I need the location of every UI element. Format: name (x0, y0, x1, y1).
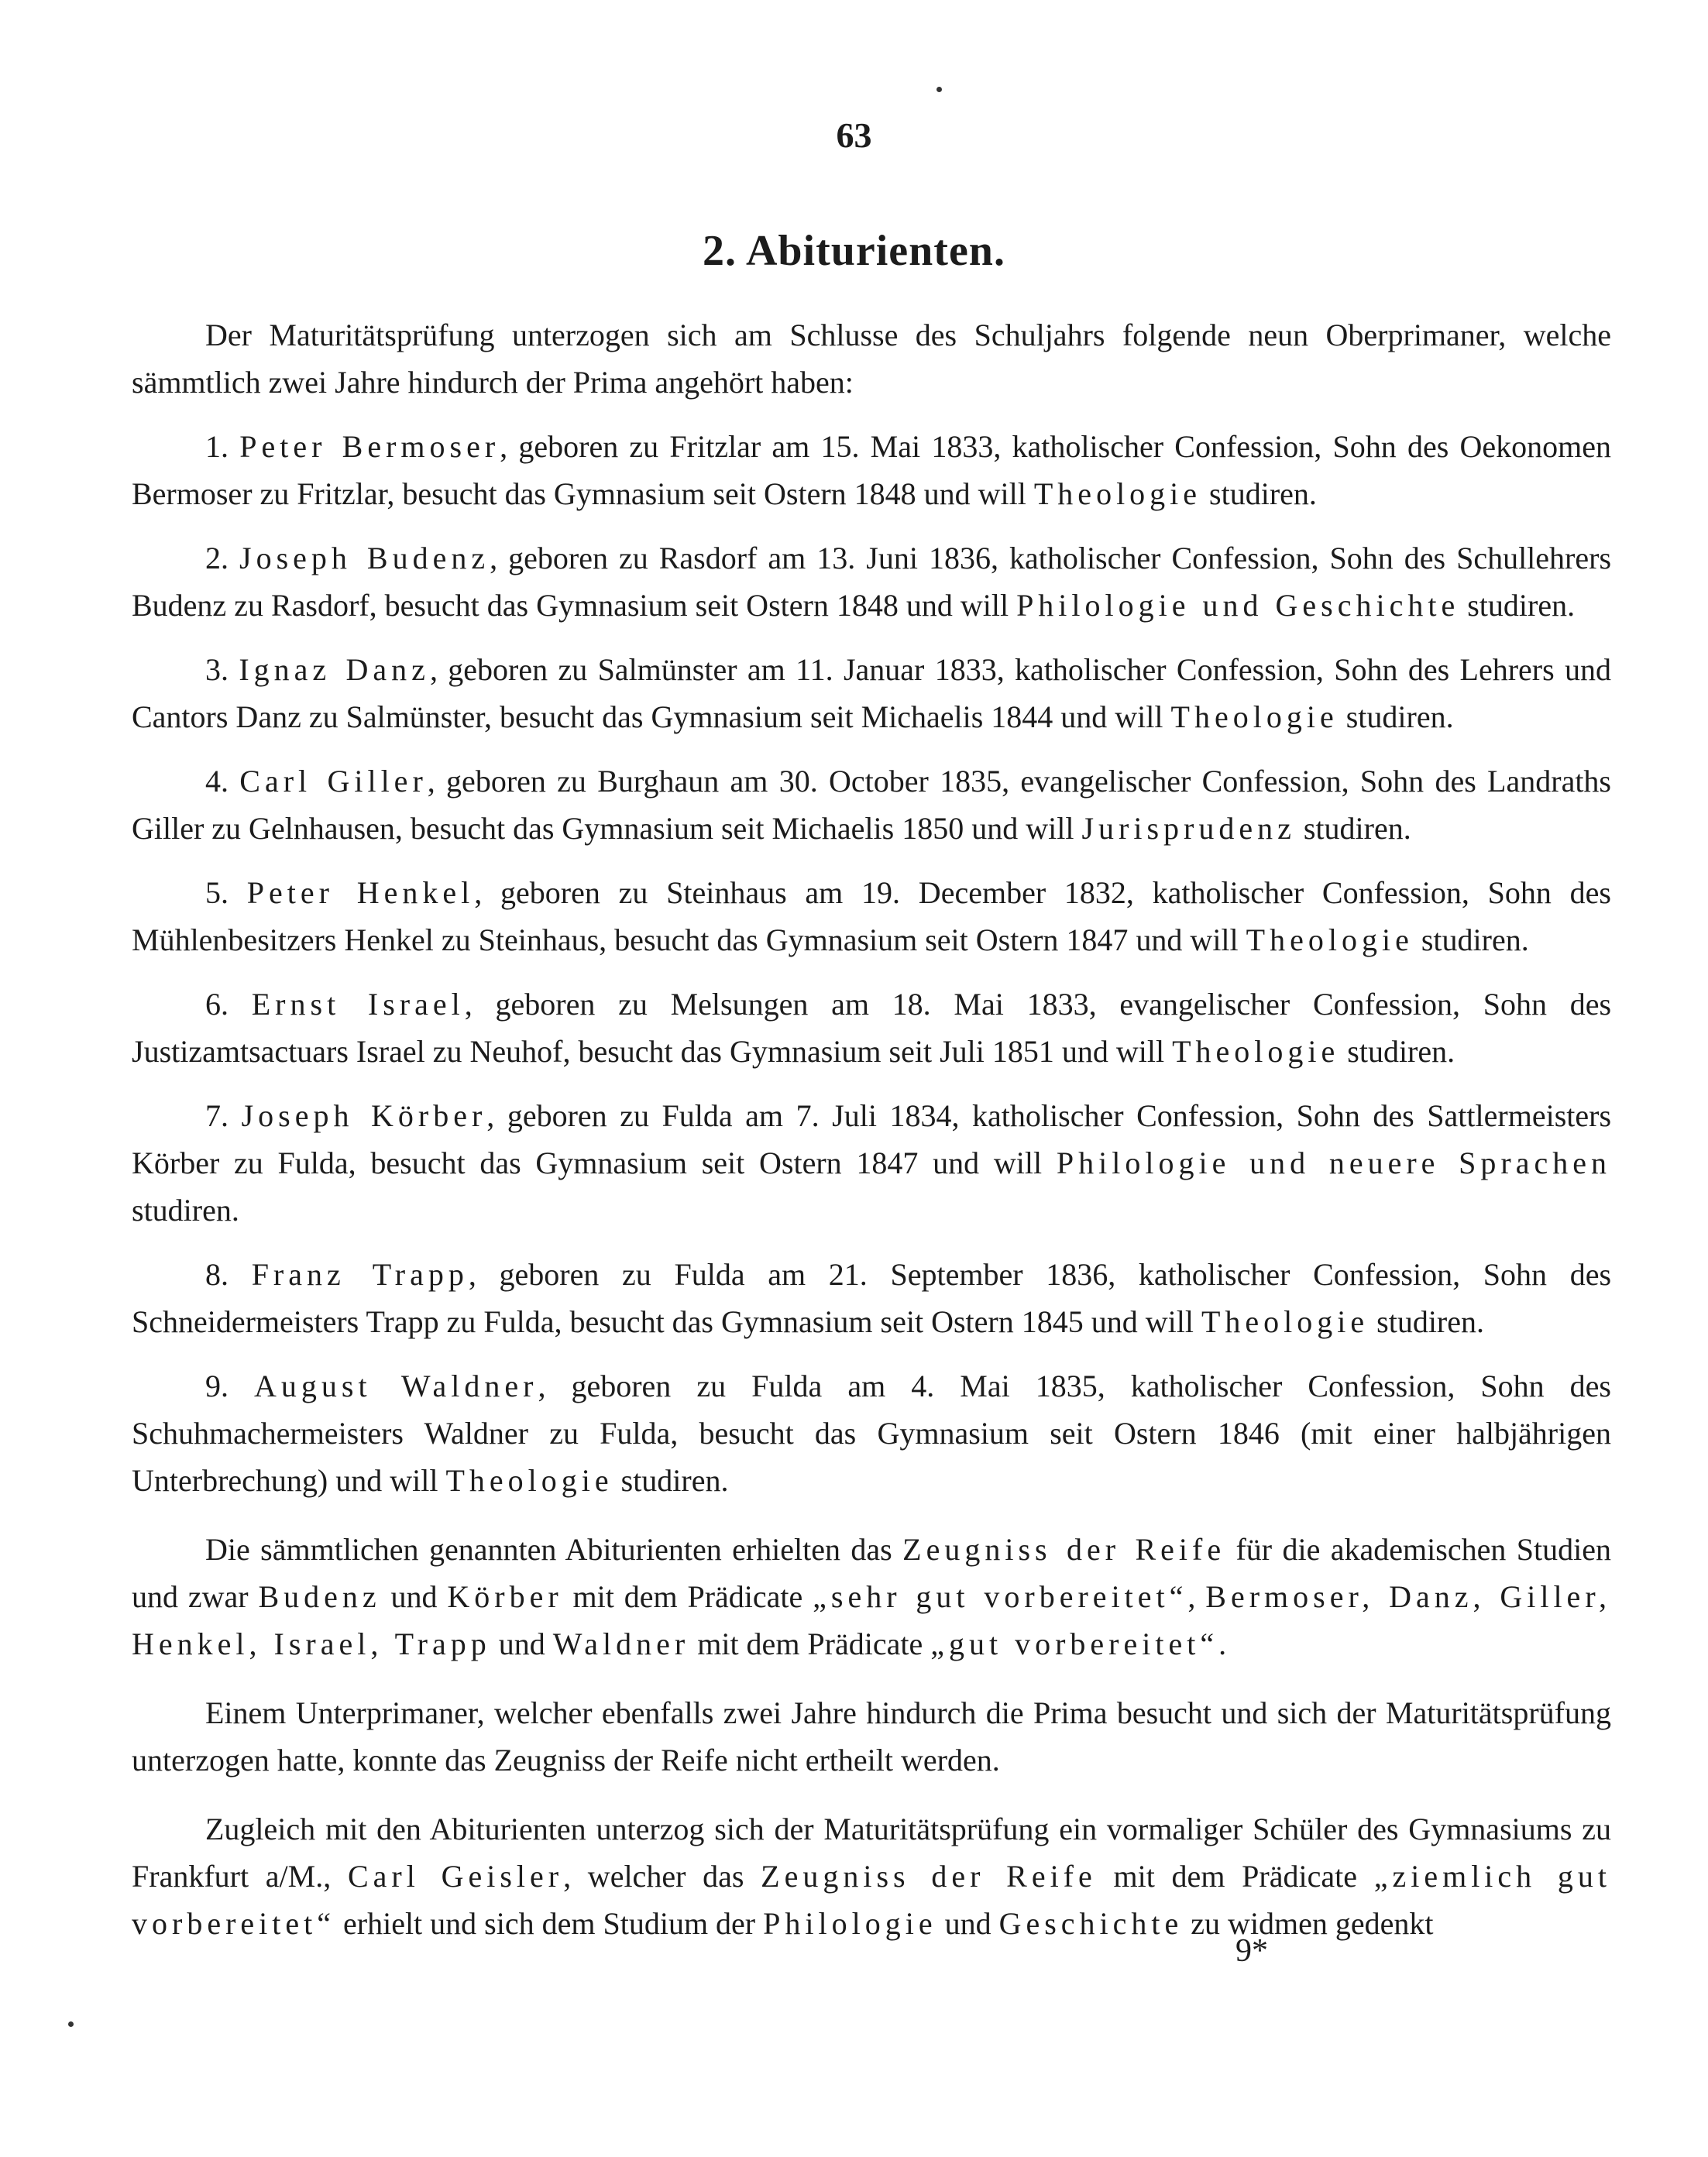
text-run: . (1218, 1626, 1227, 1661)
entry-number: 3. (205, 652, 229, 687)
text-run: und (936, 1906, 999, 1941)
student-name: Joseph Körber (241, 1098, 487, 1133)
print-speck (936, 87, 942, 92)
study-subject: Theologie (1170, 699, 1339, 734)
study-subject: Theologie (445, 1463, 613, 1498)
abiturient-entry (132, 1251, 1611, 1345)
document-body (132, 311, 1611, 1947)
student-name: Franz Trapp (251, 1257, 469, 1292)
text-run: mit dem Prädicate (689, 1626, 931, 1661)
entry-number: 9. (205, 1369, 229, 1403)
entry-text-end: studiren. (1339, 1034, 1455, 1069)
entry-text: , geboren zu Melsungen am 18. Mai 1833, evangelischer Confession, Sohn des Justizamtsactuars Israel zu Neuhof, besucht das Gymnasium seit Juli 1851 und will (132, 987, 1612, 1069)
student-name: Peter Henkel (246, 875, 475, 910)
abiturient-entry (132, 534, 1611, 629)
entry-text-end: studiren. (132, 1193, 239, 1228)
abiturient-entry (132, 646, 1611, 740)
spaced-text: „gut vorbereitet“ (930, 1626, 1219, 1661)
entry-number: 5. (205, 875, 229, 910)
page-number: 63 (836, 115, 872, 155)
study-subject: Theologie (1172, 1034, 1340, 1069)
entry-text-end: studiren. (1459, 588, 1576, 623)
spaced-text: Waldner (552, 1626, 690, 1661)
study-subject: Theologie (1201, 1304, 1369, 1339)
spaced-text: Philologie (763, 1906, 937, 1941)
text-run: und (490, 1626, 553, 1661)
geisler-paragraph (132, 1805, 1611, 1947)
entry-number: 7. (205, 1098, 229, 1133)
text-run: und (380, 1579, 448, 1614)
entry-text: , geboren zu Fulda am 21. September 1836, katholischer Confession, Sohn des Schneidermeisters Trapp zu Fulda, besucht das Gymnasium seit Ostern 1845 und will (132, 1257, 1612, 1339)
study-subject: Jurisprudenz (1081, 811, 1296, 846)
text-run: für die akademischen Studien und zwar (132, 1532, 1611, 1614)
student-name: Carl Giller (239, 764, 428, 799)
study-subject: Theologie (1033, 476, 1202, 511)
entry-number: 8. (205, 1257, 229, 1292)
print-speck (68, 2021, 74, 2027)
text-run: Zugleich mit den Abiturienten unterzog sich der Maturitätsprüfung ein vormaliger Schüler des Gymnasiums zu Frankfurt a/M., (132, 1812, 1611, 1894)
spaced-text: Zeugniss der Reife (761, 1859, 1097, 1894)
student-name: Peter Bermoser (239, 429, 500, 464)
spaced-text: Zeugniss der Reife (902, 1532, 1226, 1567)
text-run: Die sämmtlichen genannten Abiturienten erhielten das (205, 1532, 903, 1567)
abiturient-entry (132, 1362, 1611, 1504)
entry-text: , geboren zu Burghaun am 30. October 1835, evangelischer Confession, Sohn des Landraths Giller zu Gelnhausen, besucht das Gymnasium seit Michaelis 1850 und will (132, 764, 1612, 846)
entry-number: 6. (205, 987, 229, 1022)
abiturient-entry (132, 1092, 1611, 1234)
student-name: August Waldner (254, 1369, 538, 1403)
text-run: , welcher das (563, 1859, 761, 1894)
entry-text: , geboren zu Fritzlar am 15. Mai 1833, katholischer Confession, Sohn des Oekonomen Bermoser zu Fritzlar, besucht das Gymnasium seit Ostern 1848 und will (132, 429, 1612, 511)
entry-text: , geboren zu Fulda am 4. Mai 1835, katholischer Confession, Sohn des Schuhmachermeisters Waldner zu Fulda, besucht das Gymnasium seit Ostern 1846 (mit einer halbjährigen Unterbrechung) und will (132, 1369, 1611, 1498)
entry-number: 4. (205, 764, 229, 799)
abiturient-entry (132, 423, 1611, 517)
study-subject: Philologie und neuere Sprachen (1056, 1145, 1611, 1180)
text-run: mit dem Prädicate (1096, 1859, 1374, 1894)
entry-number: 1. (205, 429, 229, 464)
student-name: Ignaz Danz (239, 652, 430, 687)
intro-paragraph: Der Maturitätsprüfung unterzogen sich am Schlusse des Schuljahrs folgende neun Oberprimaner, welche sämmtlich zwei Jahre hindurch der Prima angehört haben: (132, 318, 1611, 400)
study-subject: Philologie und Geschichte (1016, 588, 1460, 623)
spaced-text: Carl Geisler (347, 1859, 564, 1894)
spaced-text: „sehr gut vorbereitet“ (813, 1579, 1188, 1614)
entry-text-end: studiren. (1369, 1304, 1485, 1339)
abiturient-entry (132, 981, 1611, 1075)
entry-text-end: studiren. (613, 1463, 729, 1498)
text-run: , (1187, 1579, 1206, 1614)
entry-text-end: studiren. (1338, 699, 1454, 734)
entry-text: , geboren zu Fulda am 7. Juli 1834, katholischer Confession, Sohn des Sattlermeisters Körber zu Fulda, besucht das Gymnasium seit Ostern 1847 und will (132, 1098, 1612, 1180)
zeugnis-paragraph (132, 1526, 1611, 1668)
text-run: erhielt und sich dem Studium der (335, 1906, 764, 1941)
section-title: 2. Abiturienten. (703, 227, 1005, 275)
entry-text: , geboren zu Steinhaus am 19. December 1832, katholischer Confession, Sohn des Mühlenbesitzers Henkel zu Steinhaus, besucht das Gymnasium seit Ostern 1847 und will (132, 875, 1612, 957)
unterprimaner-paragraph: Einem Unterprimaner, welcher ebenfalls zwei Jahre hindurch die Prima besucht und sich der Maturitätsprüfung unterzogen hatte, konnte das Zeugniss der Reife nicht ertheilt werden. (132, 1695, 1611, 1777)
spaced-text: Budenz (258, 1579, 381, 1614)
entry-text-end: studiren. (1201, 476, 1317, 511)
spaced-text: Körber (447, 1579, 563, 1614)
student-name: Joseph Budenz (239, 541, 490, 575)
student-name: Ernst Israel (251, 987, 465, 1022)
study-subject: Theologie (1246, 922, 1414, 957)
spaced-text: „ziemlich gut vorbereitet“ (132, 1859, 1612, 1941)
abiturient-entry (132, 869, 1611, 963)
text-run: mit dem Prädicate (562, 1579, 813, 1614)
entry-text-end: studiren. (1413, 922, 1529, 957)
signature-mark: 9* (1235, 1933, 1268, 1969)
entry-text: , geboren zu Salmünster am 11. Januar 1833, katholischer Confession, Sohn des Lehrers und Cantors Danz zu Salmünster, besucht das Gymnasium seit Michaelis 1844 und will (132, 652, 1612, 734)
spaced-text: Bermoser, Danz, Giller, Henkel, Israel, Trapp (132, 1579, 1612, 1661)
entry-text-end: studiren. (1295, 811, 1411, 846)
text-run: zu widmen gedenkt (1183, 1906, 1434, 1941)
spaced-text: Geschichte (998, 1906, 1184, 1941)
entry-number: 2. (205, 541, 229, 575)
entry-text: , geboren zu Rasdorf am 13. Juni 1836, katholischer Confession, Sohn des Schullehrers Budenz zu Rasdorf, besucht das Gymnasium seit Ostern 1848 und will (132, 541, 1612, 623)
abiturient-entry (132, 757, 1611, 852)
